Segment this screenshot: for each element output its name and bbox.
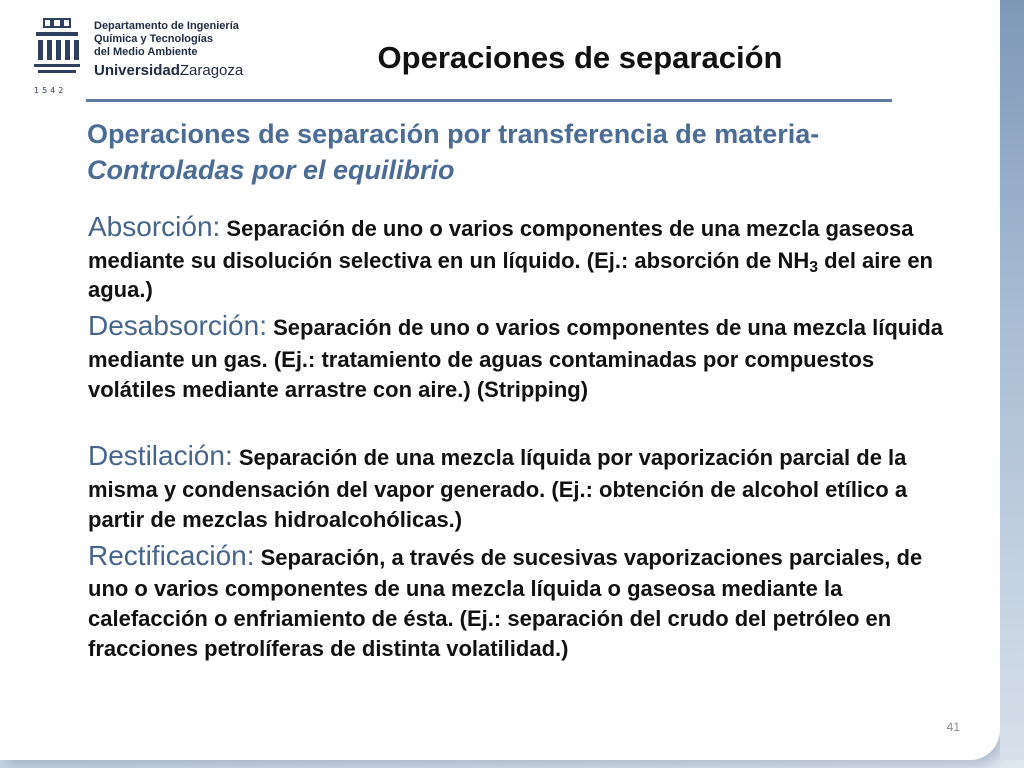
term-absorcion: Absorción: xyxy=(88,211,221,242)
definition-destilacion xyxy=(88,437,968,534)
definition-destilacion-text: Separación de una mezcla líquida por vaporización parcial de la misma y condensación del vapor generado. (Ej.: obtención de alcohol etílico a partir de mezclas hidroalcohólicas.) xyxy=(88,445,908,532)
subtitle-line-2: Controladas por el equilibrio xyxy=(87,154,455,185)
university-name-bold: Universidad xyxy=(94,62,180,79)
definition-absorcion xyxy=(88,208,968,305)
department-name xyxy=(94,20,269,59)
slide-subtitle xyxy=(87,117,947,188)
university-name-regular: Zaragoza xyxy=(179,62,244,79)
department-line-2: Química y Tecnologías xyxy=(94,32,213,45)
seal-year: 1542 xyxy=(34,86,67,95)
definition-rectificacion-text: Separación, a través de sucesivas vaporizaciones parciales, de uno o varios componentes de una mezcla líquida o gaseosa mediante la calefacción o enfriamiento de ésta. (Ej.: separación del crudo del petróleo en fracciones petrolíferas de distinta volatilidad.) xyxy=(88,544,923,661)
definition-desabsorcion-text: Separación de uno o varios componentes de una mezcla líquida mediante un gas. (Ej.: tratamiento de aguas contaminadas por compuestos volátiles mediante arrastre con aire.) (Stripping) xyxy=(88,315,944,402)
definition-rectificacion xyxy=(88,537,968,664)
subscript-3: 3 xyxy=(809,258,819,276)
university-name xyxy=(94,63,269,78)
definition-absorcion-text-2: del aire en agua.) xyxy=(88,247,933,303)
page-number: 41 xyxy=(946,720,960,734)
definitions-list xyxy=(88,208,968,663)
subtitle-line-1: Operaciones de separación por transferencia de materia- xyxy=(87,119,820,149)
department-line-3: del Medio Ambiente xyxy=(94,45,198,58)
university-logo xyxy=(12,12,270,95)
term-rectificacion: Rectificación: xyxy=(88,539,255,571)
definition-desabsorcion xyxy=(88,307,968,404)
definition-absorcion-text-1: Separación de uno o varios componentes de una mezcla gaseosa mediante su disolución selectiva en un líquido. (Ej.: absorción de NH xyxy=(88,216,914,273)
department-line-1: Departamento de Ingeniería xyxy=(94,20,239,32)
term-destilacion: Destilación: xyxy=(88,440,233,472)
slide-title: Operaciones de separación xyxy=(377,40,783,75)
title-divider xyxy=(86,99,892,102)
term-desabsorcion: Desabsorción: xyxy=(88,310,267,342)
university-seal-icon xyxy=(30,18,84,84)
